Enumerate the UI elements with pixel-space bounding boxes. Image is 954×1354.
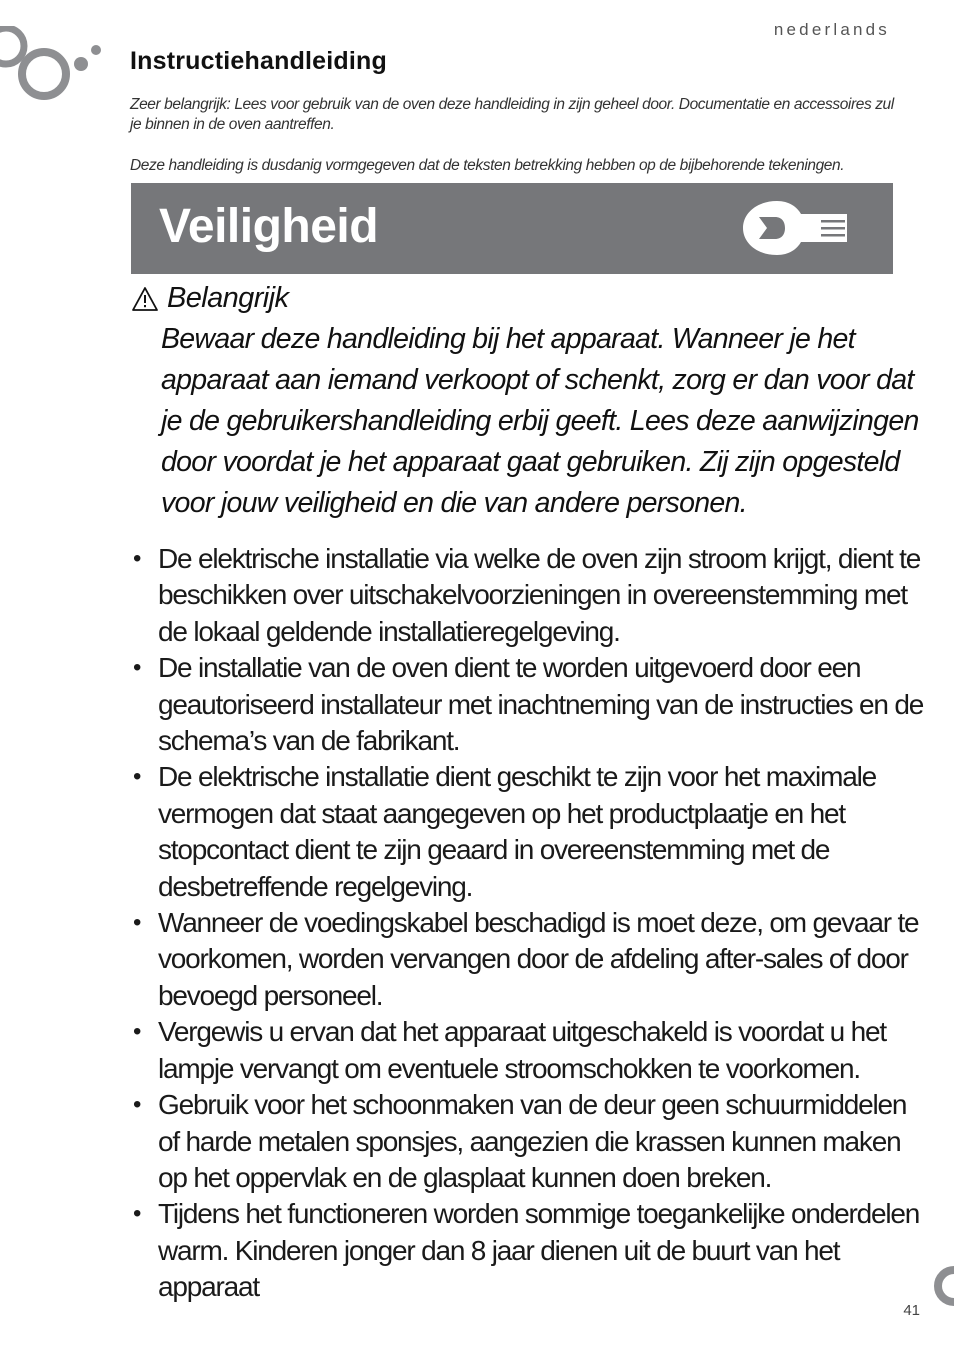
important-label: Belangrijk (167, 282, 289, 314)
intro-paragraph: Deze handleiding is dusdanig vormgegeven dat de teksten betrekking hebben op de bijbehorende tekeningen. (130, 157, 845, 174)
section-banner (131, 183, 893, 274)
list-item (130, 541, 930, 650)
wrench-icon (737, 197, 857, 259)
list-item-text: Vergewis u ervan dat het apparaat uitgeschakeld is voordat u het lampje vervangt om eventuele stroomschokken te voorkomen. (158, 1016, 886, 1084)
list-item (130, 1196, 930, 1305)
warning-triangle-icon (131, 285, 159, 313)
list-item (130, 1014, 930, 1087)
section-title: Veiligheid (159, 200, 379, 253)
list-item-text: Gebruik voor het schoonmaken van de deur geen schuurmiddelen of harde metalen sponsjes, aangezien die krassen kunnen maken op het oppervlak en de glasplaat kunnen doen breken. (158, 1089, 907, 1193)
list-item-text: Wanneer de voedingskabel beschadigd is moet deze, om gevaar te voorkomen, worden vervangen door de afdeling after-sales of door bevoegd personeel. (158, 907, 919, 1011)
list-item-text: De elektrische installatie dient geschikt te zijn voor het maximale vermogen dat staat aangegeven op het productplaatje en het stopcontact dient te zijn geaard in overeenstemming met de desbetreffende regelgeving. (158, 761, 876, 902)
page-number: 41 (903, 1302, 920, 1319)
bullet-icon: • (133, 909, 141, 937)
safety-bullet-list (130, 541, 930, 1306)
language-label: nederlands (773, 20, 890, 39)
brand-circles-logo (0, 26, 110, 106)
bullet-icon: • (133, 654, 141, 682)
bullet-icon: • (133, 1091, 141, 1119)
document-title: Instructiehandleiding (130, 47, 387, 75)
corner-circle-icon (920, 1264, 954, 1308)
list-item (130, 905, 930, 1014)
intro-paragraph: Zeer belangrijk: Lees voor gebruik van de oven deze handleiding in zijn geheel door. Documentatie en accessoires zul je binnen in de oven aantreffen. (130, 96, 894, 133)
list-item-text: De elektrische installatie via welke de oven zijn stroom krijgt, dient te beschikken over uitschakelvoorzieningen in overeenstemming met de lokaal geldende installatieregelgeving. (158, 543, 921, 647)
bullet-icon: • (133, 545, 141, 572)
list-item (130, 1087, 930, 1196)
list-item (130, 650, 930, 759)
list-item-text: Tijdens het functioneren worden sommige toegankelijke onderdelen warm. Kinderen jonger dan 8 jaar dienen uit de buurt van het apparaat (158, 1198, 920, 1303)
bullet-icon: • (133, 1018, 141, 1046)
bullet-icon: • (133, 1200, 141, 1228)
list-item-text: De installatie van de oven dient te worden uitgevoerd door een geautoriseerd installateur met inachtneming van de instructies en de schema’s van de fabrikant. (158, 652, 924, 757)
bullet-icon: • (133, 763, 141, 791)
important-heading (131, 282, 288, 315)
important-text: Bewaar deze handleiding bij het apparaat. Wanneer je het apparaat aan iemand verkoopt of schenkt, zorg er dan voor dat je de gebruikershandleiding erbij geeft. Lees deze aanwijzingen door voordat je het apparaat gaat gebruiken. Zij zijn opgesteld voor jouw veiligheid en die van andere personen. (161, 323, 919, 519)
list-item (130, 759, 930, 905)
